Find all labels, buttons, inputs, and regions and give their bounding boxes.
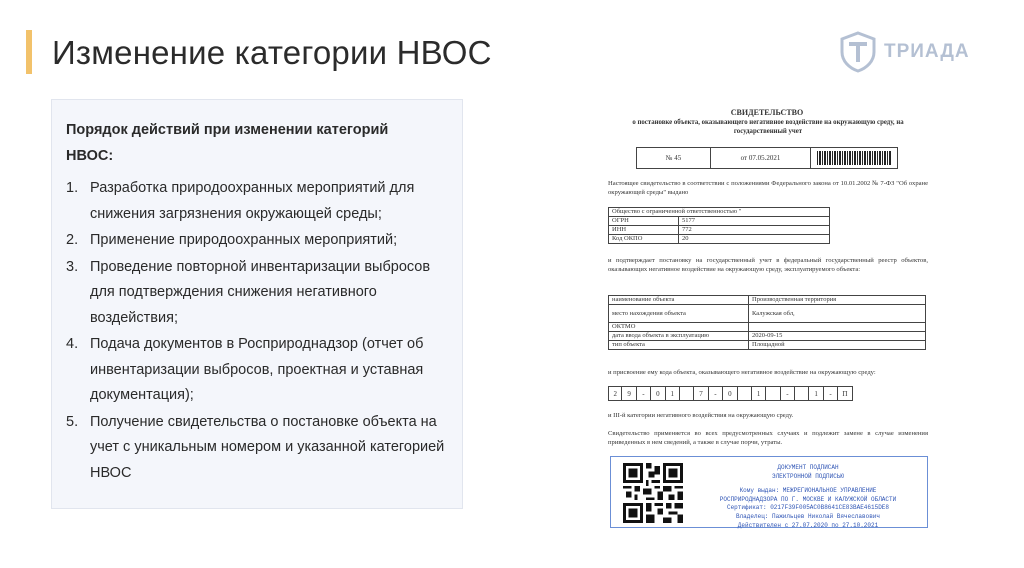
object-name-label: наименование объекта (609, 296, 749, 305)
barcode-icon (817, 151, 891, 165)
object-date: 2020-09-15 (749, 332, 926, 341)
list-item (66, 255, 456, 332)
code-cell (766, 386, 780, 401)
company-logo (836, 30, 970, 74)
code-cell: - (824, 386, 838, 401)
certificate-date: от 07.05.2021 (711, 148, 811, 168)
object-location-label: место нахождения объекта (609, 305, 749, 323)
org-name: Общество с ограниченной ответственностью " (609, 208, 830, 217)
code-cell: 0 (723, 386, 737, 401)
object-code (608, 386, 853, 401)
steps-panel (51, 99, 463, 509)
code-intro: и присвоение ему кода объекта, оказывающего негативное воздействие на окружающую среду: (608, 369, 876, 376)
signature-line: Владелец: Пажильцев Николай Вячеславович (735, 512, 881, 520)
oktmo-label: ОКТМО (609, 323, 749, 332)
ogrn-label: ОГРН (609, 217, 679, 226)
object-date-label: дата ввода объекта в эксплуатацию (609, 332, 749, 341)
step-text: Применение природоохранных мероприятий; (90, 232, 398, 248)
inn-label: ИНН (609, 226, 679, 235)
list-item (66, 410, 456, 487)
code-cell (680, 386, 694, 401)
certificate-confirm: и подтверждает постановку на государственный учет в федеральный государственный реестр объектов, оказывающих негативное воздействие на окружающую среду, эксплуатируемого объекта: (608, 257, 928, 273)
object-table (608, 295, 926, 350)
inn-value: 772 (679, 226, 830, 235)
electronic-signature-stamp (610, 456, 928, 528)
code-cell: - (709, 386, 723, 401)
logo-text: ТРИАДА (884, 41, 970, 62)
okpo-value: 20 (679, 235, 830, 244)
category-text: и III-й категории негативного воздействия на окружающую среду. (608, 412, 794, 419)
title-accent-bar (26, 30, 32, 74)
certificate-number-box (636, 147, 898, 169)
step-text: Проведение повторной инвентаризации выбросов для подтверждения снижения негативного воздействия; (90, 258, 431, 326)
code-cell: 7 (694, 386, 708, 401)
certificate-number: № 45 (637, 148, 711, 168)
list-item (66, 332, 456, 409)
step-number: 4. (66, 336, 79, 352)
signature-line: ЭЛЕКТРОННОЙ ПОДПИСЬЮ (771, 472, 844, 480)
certificate-subtitle: о постановке объекта, оказывающего негативное воздействие на окружающую среду, на государственный учет (632, 119, 904, 135)
code-cell: 2 (608, 386, 622, 401)
code-cell: - (781, 386, 795, 401)
list-item (66, 176, 456, 227)
ogrn-value: 5177 (679, 217, 830, 226)
panel-heading: Порядок действий при изменении категорий НВОС: (66, 122, 389, 164)
code-cell: - (637, 386, 651, 401)
code-cell: 1 (752, 386, 766, 401)
certificate-title: СВИДЕТЕЛЬСТВО (730, 108, 804, 117)
signature-line: ДОКУМЕНТ ПОДПИСАН (777, 464, 839, 471)
step-text: Подача документов в Росприроднадзор (отчет об инвентаризации выбросов, проектная и уставная документация); (90, 336, 424, 403)
code-cell (738, 386, 752, 401)
step-number: 1. (66, 180, 79, 196)
step-number: 5. (66, 413, 79, 430)
qr-code-icon (623, 463, 683, 523)
code-cell: 1 (809, 386, 823, 401)
code-cell: 1 (666, 386, 680, 401)
step-number: 3. (66, 258, 79, 275)
code-cell (795, 386, 809, 401)
slide-title: Изменение категории НВОС (52, 34, 492, 71)
step-text: Получение свидетельства о постановке объекта на учет с уникальным номером и указанной категорией НВОС (90, 413, 445, 481)
steps-list (66, 176, 456, 487)
code-cell: 0 (651, 386, 665, 401)
signature-line: Сертификат: 0217F39F005AC0B8641CE83BAE4615DE8 (726, 504, 890, 512)
signature-text (695, 464, 921, 530)
object-type: Площадной (749, 341, 926, 350)
signature-line: РОСПРИРОДНАДЗОРА ПО Г. МОСКВЕ И КАЛУЖСКОЙ ОБЛАСТИ (719, 495, 897, 503)
signature-line: Действителен с 27.07.2020 по 27.10.2021 (737, 521, 879, 529)
step-text: Разработка природоохранных мероприятий для снижения загрязнения окружающей среды; (90, 180, 415, 222)
certificate-intro: Настоящее свидетельство в соответствии с положениями Федерального закона от 10.01.2002 № 7-ФЗ "Об охране окружающей среды" выдано (608, 180, 928, 196)
object-location: Калужская обл, (749, 305, 926, 323)
code-cell: П (838, 386, 852, 401)
certificate-image (598, 100, 936, 532)
okpo-label: Код ОКПО (609, 235, 679, 244)
organization-table (608, 207, 830, 244)
step-number: 2. (66, 232, 79, 248)
list-item (66, 228, 456, 254)
object-name: Производственная территория (749, 296, 926, 305)
shield-icon (836, 30, 880, 74)
usage-text: Свидетельство применяется во всех предусмотренных случаях и подлежит замене в случае изменения приведенных в нем сведений, а также в случае порчи, утраты. (608, 430, 928, 446)
signature-line: Кому выдан: МЕЖРЕГИОНАЛЬНОЕ УПРАВЛЕНИЕ (739, 487, 877, 495)
code-cell: 9 (622, 386, 636, 401)
object-type-label: тип объекта (609, 341, 749, 350)
oktmo-value (749, 323, 926, 332)
barcode-cell (811, 148, 897, 168)
